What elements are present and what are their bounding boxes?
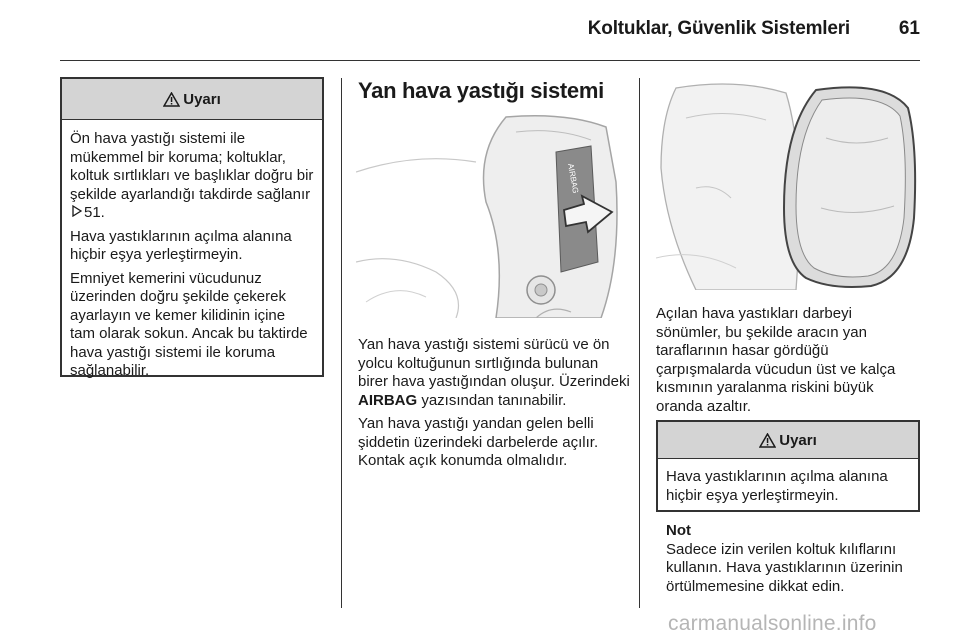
- seat-illustration-left: [356, 112, 624, 318]
- left-warning-header: [62, 79, 322, 120]
- left-warning-paragraph-3: Emniyet kemerini vücudunuz üzerinden doğru şekilde çekerek ayarlayın ve kemer kilidinin içine tam olarak sokun. Ancak bu taktirde hava yastığı sistemi ile koruma sağlanabilir.: [70, 269, 308, 379]
- airbag-label-text: AIRBAG: [566, 162, 581, 195]
- middle-paragraph-1: Yan hava yastığı sistemi sürücü ve ön yolcu koltuğunun sırtlığında bulunan birer hava yastığından oluşur. Üzerindeki AIRBAG yazısından tanınabilir.: [358, 336, 630, 409]
- page-ref-arrow-icon: [72, 204, 82, 223]
- note-block: [666, 522, 922, 596]
- right-warning-box: [656, 420, 920, 512]
- right-warning-header: [658, 422, 918, 459]
- warning-triangle-icon: [759, 433, 776, 448]
- right-warning-body: Hava yastıklarının açılma alanına hiçbir eşya yerleştirmeyin.: [666, 468, 888, 504]
- left-warning-paragraph-1: Ön hava yastığı sistemi ile mükemmel bir koruma; koltuklar, koltuk sırtlıkları ve başlıklar doğru bir şekilde ayarlandığı takdirde sağlanır 51.: [70, 130, 314, 221]
- right-paragraph-1: Açılan hava yastıkları darbeyi sönümler, bu şekilde aracın yan taraflarının hasar gördüğü çarpışmalarda vücudun üst ve kalça kısmının yaralanma riskini büyük oranda azaltır.: [656, 305, 896, 415]
- middle-paragraph-2: Yan hava yastığı yandan gelen belli şiddetin üzerindeki darbelerde açılır. Kontak açık konumda olmalıdır.: [358, 415, 599, 469]
- airbag-label-inline: AIRBAG: [358, 391, 418, 409]
- left-warning-body: [62, 120, 322, 381]
- page-number: 61: [898, 18, 920, 39]
- warning-triangle-icon: [163, 92, 180, 107]
- left-warning-box: [60, 77, 324, 377]
- column-divider-right: [639, 78, 640, 608]
- note-body: Sadece izin verilen koltuk kılıflarını kullanın. Hava yastıklarının üzerinin örtülmemesine dikkat edin.: [666, 540, 903, 595]
- page-header-title: Koltuklar, Güvenlik Sistemleri: [587, 18, 850, 39]
- left-warning-paragraph-2: Hava yastıklarının açılma alanına hiçbir eşya yerleştirmeyin.: [70, 227, 292, 263]
- column-divider-left: [341, 78, 342, 608]
- seat-illustration-right: [656, 78, 920, 290]
- header-divider: [60, 60, 920, 61]
- left-warning-page-ref[interactable]: 51.: [84, 204, 105, 221]
- section-title: Yan hava yastığı sistemi: [358, 78, 604, 103]
- left-warning-title: Uyarı: [183, 90, 221, 108]
- note-title: Not: [666, 522, 691, 539]
- side-airbag-deployed-figure: [656, 78, 920, 290]
- right-warning-title: Uyarı: [779, 431, 817, 449]
- watermark: carmanualsonline.info: [668, 612, 877, 635]
- seat-airbag-label-figure: [356, 112, 624, 318]
- middle-body-text: [358, 336, 630, 476]
